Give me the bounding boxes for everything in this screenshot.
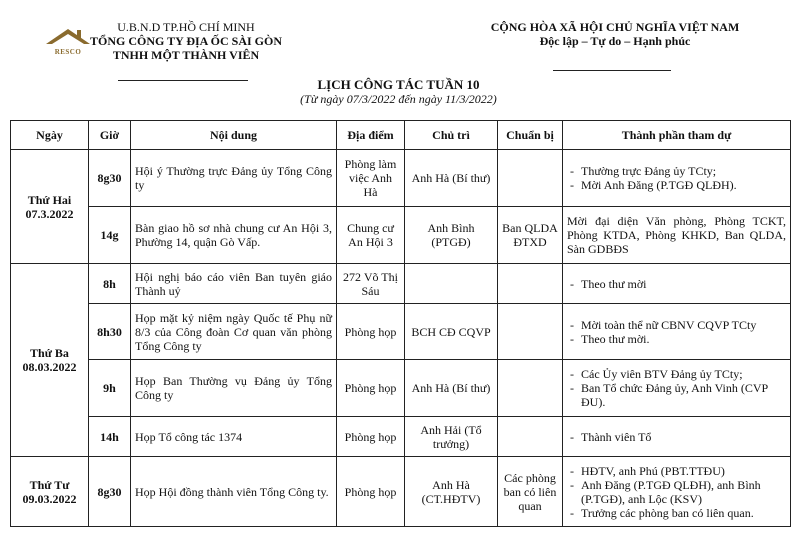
attendee-item: - Anh Đăng (P.TGĐ QLĐH), anh Bình (P.TGĐ), anh Lộc (KSV) — [567, 478, 786, 506]
chair-cell: BCH CĐ CQVP — [405, 304, 498, 360]
col-header-prep: Chuẩn bị — [498, 121, 563, 150]
table-row — [11, 360, 791, 417]
logo-text: RESCO — [54, 48, 82, 56]
prep-cell: Các phòng ban có liên quan — [498, 457, 563, 527]
resco-logo — [44, 26, 92, 60]
chair-cell: Anh Hà (CT.HĐTV) — [405, 457, 498, 527]
page-title: LỊCH CÔNG TÁC TUẦN 10 — [317, 77, 480, 92]
table-row — [11, 417, 791, 457]
attendees-cell: Mời đại diện Văn phòng, Phòng TCKT, Phòng KTDA, Phòng KHKD, Ban QLDA, Sàn GDBĐS — [563, 207, 791, 264]
table-row — [11, 150, 791, 207]
chair-cell: Anh Hà (Bí thư) — [405, 360, 498, 417]
day-name: Thứ Hai — [27, 192, 72, 207]
chair-cell: Anh Hải (Tổ trưởng) — [405, 417, 498, 457]
col-header-time: Giờ — [89, 121, 131, 150]
chair-cell: Anh Hà (Bí thư) — [405, 150, 498, 207]
location-cell: Phòng họp — [337, 417, 405, 457]
time-cell: 8g30 — [89, 457, 131, 527]
time-cell: 8g30 — [89, 150, 131, 207]
attendees-cell — [563, 304, 791, 360]
content-cell: Họp mặt kỷ niệm ngày Quốc tế Phụ nữ 8/3 của Công đoàn Cơ quan văn phòng Tổng Công ty — [131, 304, 337, 360]
attendee-item: - Thường trực Đảng ủy TCty; — [567, 164, 786, 178]
day-cell-monday — [11, 150, 89, 264]
org-line-2: TỔNG CÔNG TY ĐỊA ỐC SÀI GÒN — [89, 34, 283, 48]
motto-underline — [553, 70, 671, 71]
attendee-item: - Các Ủy viên BTV Đảng ủy TCty; — [567, 367, 786, 381]
attendees-cell — [563, 264, 791, 304]
time-cell: 8h — [89, 264, 131, 304]
table-header-row — [11, 121, 791, 150]
time-cell: 9h — [89, 360, 131, 417]
location-cell: Phòng họp — [337, 457, 405, 527]
content-cell: Hội nghị báo cáo viên Ban tuyên giáo Thành uỷ — [131, 264, 337, 304]
location-cell: Phòng họp — [337, 304, 405, 360]
table-row — [11, 207, 791, 264]
national-motto — [455, 20, 775, 48]
attendee-item: - Ban Tổ chức Đảng ủy, Anh Vinh (CVP ĐU). — [567, 381, 786, 409]
col-header-day: Ngày — [11, 121, 89, 150]
time-cell: 14g — [89, 207, 131, 264]
attendee-item: - Thành viên Tổ — [567, 430, 786, 444]
col-header-location: Địa điểm — [337, 121, 405, 150]
chair-cell — [405, 264, 498, 304]
schedule-table — [10, 120, 791, 527]
attendee-item: - Theo thư mời — [567, 277, 786, 291]
location-cell: Chung cư An Hội 3 — [337, 207, 405, 264]
attendees-cell — [563, 457, 791, 527]
table-row — [11, 457, 791, 527]
chair-cell: Anh Bình (PTGĐ) — [405, 207, 498, 264]
time-cell: 14h — [89, 417, 131, 457]
roof-icon — [44, 26, 92, 48]
content-cell: Hội ý Thường trực Đảng ủy Tổng Công ty — [131, 150, 337, 207]
prep-cell: Ban QLDA ĐTXD — [498, 207, 563, 264]
issuing-organization — [86, 20, 286, 62]
attendees-cell — [563, 360, 791, 417]
time-cell: 8h30 — [89, 304, 131, 360]
day-cell-tuesday — [11, 264, 89, 457]
prep-cell — [498, 360, 563, 417]
page-subtitle: (Từ ngày 07/3/2022 đến ngày 11/3/2022) — [300, 92, 497, 106]
attendees-cell — [563, 417, 791, 457]
attendee-item: - Mời toàn thể nữ CBNV CQVP TCty — [567, 318, 786, 332]
attendee-item: - Mời Anh Đăng (P.TGĐ QLĐH). — [567, 178, 786, 192]
attendee-item: - HĐTV, anh Phú (PBT.TTĐU) — [567, 464, 786, 478]
table-row — [11, 304, 791, 360]
location-cell: 272 Võ Thị Sáu — [337, 264, 405, 304]
prep-cell — [498, 304, 563, 360]
day-name: Thứ Ba — [30, 346, 69, 360]
prep-cell — [498, 417, 563, 457]
day-date: 08.03.2022 — [22, 360, 77, 374]
col-header-content: Nội dung — [131, 121, 337, 150]
org-line-3: TNHH MỘT THÀNH VIÊN — [112, 48, 260, 62]
day-date: 09.03.2022 — [22, 491, 77, 506]
day-cell-wednesday — [11, 457, 89, 527]
content-cell: Họp Tổ công tác 1374 — [131, 417, 337, 457]
location-cell: Phòng họp — [337, 360, 405, 417]
content-cell: Họp Hội đồng thành viên Tổng Công ty. — [131, 457, 337, 527]
attendee-item: - Theo thư mời. — [567, 332, 786, 346]
prep-cell — [498, 150, 563, 207]
prep-cell — [498, 264, 563, 304]
day-name: Thứ Tư — [29, 477, 70, 492]
nation-line-2: Độc lập – Tự do – Hạnh phúc — [539, 34, 691, 48]
location-cell: Phòng làm việc Anh Hà — [337, 150, 405, 207]
content-cell: Bàn giao hồ sơ nhà chung cư An Hội 3, Phường 14, quận Gò Vấp. — [131, 207, 337, 264]
attendee-item: - Trưởng các phòng ban có liên quan. — [567, 506, 786, 520]
day-date: 07.3.2022 — [25, 206, 74, 221]
org-line-1: U.B.N.D TP.HỒ CHÍ MINH — [117, 20, 255, 34]
col-header-chair: Chủ trì — [405, 121, 498, 150]
content-cell: Họp Ban Thường vụ Đảng ủy Tổng Công ty — [131, 360, 337, 417]
col-header-attendees: Thành phần tham dự — [563, 121, 791, 150]
attendees-cell — [563, 150, 791, 207]
table-row — [11, 264, 791, 304]
nation-line-1: CỘNG HÒA XÃ HỘI CHỦ NGHĨA VIỆT NAM — [490, 20, 740, 34]
document-header — [0, 18, 797, 78]
